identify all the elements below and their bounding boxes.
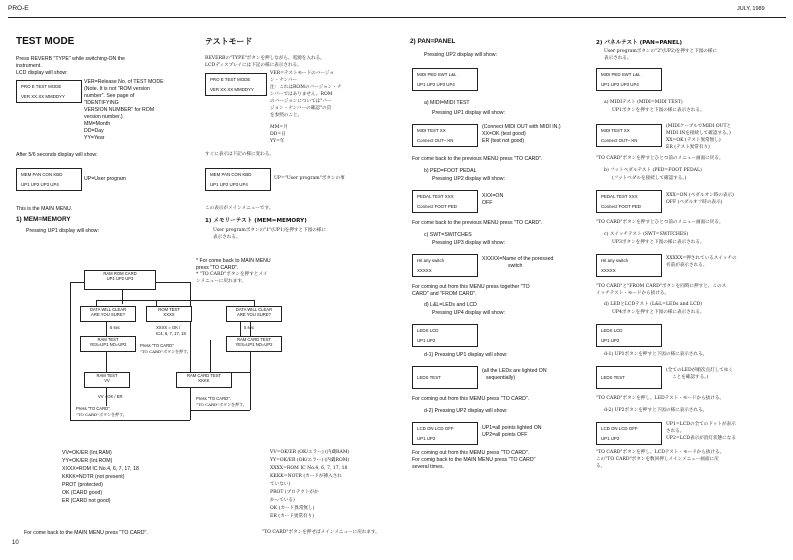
lcd-switch-jp: [596, 254, 662, 277]
flow-text: YES=UP1 NO=UP2: [89, 342, 127, 348]
lcd-line-2: XXXXX: [601, 268, 616, 273]
ped-press: Pressing UP2 display will show:: [432, 176, 505, 182]
flow-press-card-mid-en: Press "TO CARD": [140, 343, 174, 348]
lcd-line-1: MEM PAN CON KBD: [210, 172, 252, 177]
flow-text: DATA WILL CLEAR: [235, 307, 273, 312]
flow-ram-test-2: [84, 372, 130, 388]
after-5-jp: すぐに表示は下記の様に変わる。: [205, 152, 274, 157]
back-note-en-1: * For come back to MAIN MENU: [196, 258, 271, 264]
after-5-sec: After 5/6 seconds display will show:: [16, 152, 98, 158]
final-1: For comig back to the MAIN MENU press "TO CARD": [412, 457, 536, 463]
pan-heading: 2) PAN=PANEL: [410, 38, 456, 45]
lcd-line-1: MIDI PED SWT L&L: [601, 72, 641, 77]
pan-heading-jp: 2) パネルテスト (PAN=PANEL): [596, 40, 683, 46]
ped-heading-jp: b) フットペダルテスト (PED=FOOT PEDAL): [604, 168, 702, 173]
ver-note-jp-5: ジョン・ナンバーの確認"の頁: [270, 106, 332, 111]
lcd-line-1: MIDI TEST XX: [417, 128, 446, 133]
ver-note-4: VERSION NUMBER" for ROM: [84, 107, 155, 113]
midi-desc-jp-3: ER (テスト異常有り): [666, 145, 710, 150]
code-jp-6: かっている): [270, 498, 295, 503]
code-jp-5: PROT (プロテクトがか: [270, 490, 319, 495]
lcd-line-2: VER XX.XX MMDDYY: [210, 87, 254, 92]
lcd-desc-jp-1: される。: [666, 429, 685, 434]
ver-note-6: MM=Month: [84, 121, 111, 127]
ver-note-1: (Note. It is not "ROM version: [84, 86, 150, 92]
swt-back-0: For coming out from this MENU press together "TO: [412, 284, 530, 290]
ver-note-jp-7: MM=月: [270, 125, 288, 130]
ll-press-jp: UP4ボタンを押すと下図の様に表示される。: [612, 310, 705, 315]
ped-heading: b) PED=FOOT PEDAL: [424, 168, 477, 174]
midi-heading-jp: a) MIDIテスト (MIDI=MIDI TEST): [604, 100, 683, 105]
ver-note-0: VER=Release No. of TEST MODE: [84, 79, 164, 85]
lcd-line-2: UP1 UP2 UP3 UP4: [210, 182, 248, 187]
ver-note-jp-3: ンバーではありません。ROM: [270, 92, 333, 97]
flow-data-will-clear-1: [80, 306, 136, 322]
header-rule: [8, 17, 786, 18]
flow-rom-ok-2: IC4, 6, 7, 17, 18: [156, 331, 186, 336]
lcd-line-2: Connect FOOT PED: [601, 204, 641, 209]
lcd-main-menu: [16, 168, 82, 191]
flow-text: RAM ROM CARD: [103, 271, 137, 276]
flow-text: ROM TEST: [158, 307, 180, 312]
flow-press-card-left-en: Press "TO CARD".: [76, 406, 111, 411]
leds-back-jp: "TO CARD"ボタンを押し、LEDテスト・モードから抜ける。: [596, 396, 725, 401]
midi-desc-1: XX=OK (test good): [482, 131, 526, 137]
code-6: ER (CARD not good): [62, 498, 111, 504]
lcd-desc-jp-0: UP1=LCDの全てのドットが表示: [666, 422, 736, 427]
midi-press-jp: UP1ボタンを押すと下図の様に表示される。: [612, 108, 705, 113]
lcd-test-mode-jp: [205, 73, 267, 96]
final-2: several times.: [412, 464, 444, 470]
lcd-line-2: Connect OUT-->IN: [417, 138, 454, 143]
ped-desc-1: OFF: [482, 200, 493, 206]
pan-press-jp-1: 表示される。: [604, 56, 632, 61]
ll-heading-jp: d) LEDとLCDテスト (L&L=LEDs and LCD): [604, 302, 703, 307]
d1-press-jp: d-1) UP1ボタンを押すと下図の様に表示される。: [604, 352, 708, 357]
ll-press: Pressing UP4 display will show:: [432, 310, 505, 316]
midi-desc-2: ER (test not good): [482, 138, 525, 144]
intro-jp-1: REVERBの"TYPE"ボタンを押しながら、電源を入れる。: [205, 56, 325, 61]
ped-desc-jp-1: OFF (ペダルオフ時の表示): [666, 200, 723, 205]
lcd-line-1: Hit any switch: [417, 258, 445, 263]
ver-note-jp-4: のバージョンについては"バー: [270, 99, 332, 104]
d1-press: d-1) Pressing UP1 display will show:: [424, 352, 508, 358]
ver-note-7: DD=Day: [84, 128, 104, 134]
flow-text: RAM TEST: [96, 373, 118, 378]
lcd-line-2: Connect OUT-->IN: [601, 138, 638, 143]
flow-rom-test: [146, 306, 192, 322]
flow-ram-card-test-2: [176, 372, 232, 388]
lcd-line-2: Connect FOOT PED: [417, 204, 457, 209]
code-jp-7: OK (カード異常無し): [270, 506, 315, 511]
lcd-line-2: XXXXX: [417, 268, 432, 273]
lcd-line-1: Hit any switch: [601, 258, 629, 263]
ver-note-jp-2: 注：これはROMのバージョン・ナ: [270, 85, 342, 90]
lcd-main-menu-jp: [205, 168, 271, 191]
ver-note-2: number". See page of: [84, 93, 135, 99]
lcd-line-1: LEDS LCD: [601, 328, 623, 333]
lcd-line-2: VER XX.XX MMDDYY: [21, 94, 65, 99]
main-menu-jp: この表示がメインメニューです。: [205, 206, 274, 211]
code-jp-2: XXXX=ROM IC No.4, 6, 7, 17, 18: [270, 466, 348, 471]
code-3: KKKK=NOTR (not present): [62, 474, 125, 480]
flow-text: KKKK: [198, 378, 210, 384]
d2-press-jp: d-2) UP2ボタンを押すと下図の様に表示される。: [604, 408, 708, 413]
lcd-line-1: PRO E TEST MODE: [21, 84, 62, 89]
lcd-line-1: MIDI TEST XX: [601, 128, 630, 133]
lcd-test-mode: [16, 80, 82, 103]
lcd-line-2: UP1 UP2: [601, 436, 620, 441]
lcd-line-2: UP1 UP2 UP3 UP4: [417, 82, 455, 87]
flow-text: ARE YOU SURE?: [237, 312, 271, 318]
lcd-line-1: PRO E TEST MODE: [210, 77, 251, 82]
flow-text: RAM CARD TEST: [236, 337, 272, 342]
lcd-line-1: LEDS LCD: [417, 328, 439, 333]
midi-desc-0: (Connect MIDI OUT with MIDI IN.): [482, 124, 561, 130]
ver-note-5: version number.): [84, 114, 123, 120]
ver-note-3: "IDENTIFYING: [84, 100, 119, 106]
midi-desc-jp-2: XX=OK (テスト異常無し): [666, 138, 721, 143]
lcd-line-1: MIDI PED SWT L&L: [417, 72, 457, 77]
lcd-line-1: LEDS TEST: [417, 375, 441, 380]
header-right: JULY, 1989: [737, 6, 765, 12]
intro-line-2: instrument.: [16, 63, 42, 69]
lcd-desc-1: UP2=all points OFF: [482, 432, 528, 438]
footer-back-en: For come back to the MAIN MENU press "TO CARD".: [24, 530, 148, 536]
leds-desc-1: sequentially): [486, 375, 516, 381]
lcd-switch: [412, 254, 478, 277]
midi-desc-jp-0: (MIDIケーブルでMIDI OUTと: [666, 124, 732, 129]
lcd-desc-jp-2: UP2=LCD表示が消灯状態になる: [666, 436, 736, 441]
final-jp-2: る。: [596, 464, 606, 469]
final-jp-1: この"TO CARD"ボタンを数回押しメインメニュー画面に戻: [596, 457, 719, 462]
lcd-midi: [412, 124, 478, 147]
swt-desc-jp-0: XXXXX=押されているスイッチの: [666, 256, 737, 261]
lcd-line-2: UP1 UP2 UP3 UP4: [21, 182, 59, 187]
ped-desc-0: XXX=ON: [482, 193, 504, 199]
ped-back: For come back to the previous MENU press "TO CARD".: [412, 220, 543, 226]
code-0: VV=OK/ER (Int.RAM): [62, 450, 112, 456]
flow-text: ARE YOU SURE?: [91, 312, 125, 318]
lcd-line-1: MEM PAN CON KBD: [21, 172, 63, 177]
lcd-lcd-on-off-jp: [596, 422, 662, 445]
ped-back-jp: "TO CARD"ボタンを押すとひとつ前のメニュー画面に戻る。: [596, 220, 724, 225]
leds-desc-jp-0: (全てのLEDが順次点灯してゆく: [666, 368, 734, 373]
ver-note-jp-0: VER=テストモードのバージョ: [270, 71, 334, 76]
flow-press-card-left-jp: "TO CARD"ボタンを押す。: [76, 412, 127, 417]
mem-heading: 1) MEM=MEMORY: [16, 216, 71, 223]
lcd-line-1: LEDS TEST: [601, 375, 625, 380]
back-note-jp-1: * "TO CARD"ボタンを押すとメイ: [196, 272, 268, 277]
lcd-line-1: PEDAL TEST XXX: [601, 194, 638, 199]
ped-press-jp: (フットペダルを接続して確認する。): [612, 176, 687, 181]
swt-back-jp-1: イッチテスト・モードから抜ける。: [596, 291, 670, 296]
code-1: YY=OK/ER (Int.ROM): [62, 458, 113, 464]
leds-desc-0: (all the LEDs are lighted ON: [482, 368, 547, 374]
lcd-leds-test-jp: [596, 366, 662, 389]
ll-heading: d) L&L=LEDs and LCD: [424, 302, 477, 308]
lcd-leds-lcd-jp: [596, 324, 662, 347]
code-jp-1: YY=OK/ER (OK/エラー) (内蔵ROM): [270, 458, 350, 463]
lcd-leds-lcd: [412, 324, 478, 347]
flow-text: VV: [104, 378, 110, 384]
swt-heading: c) SWT=SWITCHES: [424, 232, 472, 238]
ver-note-jp-8: DD=日: [270, 132, 286, 137]
flow-text: RAM TEST: [97, 337, 119, 342]
flow-ram-test-1: [80, 336, 136, 352]
lcd-line-2: UP1 UP2 UP3 UP4: [601, 82, 639, 87]
flow-5sec-2: 5 sec: [244, 325, 255, 330]
lcd-line-1: LCD ON LCD OFF: [601, 426, 638, 431]
main-menu-text: This is the MAIN MENU.: [16, 206, 73, 212]
flow-press-card-mid-jp: "TO CARD"ボタンを押す。: [140, 349, 191, 354]
flow-5sec-1: 5 sec: [110, 325, 121, 330]
lcd-line-2: UP1 UP2: [601, 338, 620, 343]
midi-back: For come back to the previous MENU press "TO CARD".: [412, 156, 543, 162]
midi-heading: a) MIDI=MIDI TEST: [424, 100, 470, 106]
lcd-pan-jp: [596, 68, 662, 91]
mem-heading-jp: 1) メモリーテスト (MEM=MEMORY): [205, 218, 307, 224]
ver-note-jp-9: YY=年: [270, 139, 285, 144]
code-4: PROT (protected): [62, 482, 103, 488]
swt-desc-jp-1: 名前が表示される。: [666, 263, 708, 268]
ver-note-jp-6: を参照のこと。: [270, 113, 303, 118]
flow-text: YES=UP1 NO=UP2: [235, 342, 273, 348]
lcd-line-1: PEDAL TEST XXX: [417, 194, 454, 199]
lcd-line-1: LCD ON LCD OFF: [417, 426, 454, 431]
leds-back: For coming out from this MEMU press "TO CARD".: [412, 396, 530, 402]
intro-line-3: LCD display will show:: [16, 70, 68, 76]
swt-desc-1: switch: [508, 263, 523, 269]
flow-text: DATA WILL CLEAR: [89, 307, 127, 312]
up-program-jp: UP="User program"ボタンの事: [274, 176, 345, 181]
mem-press-jp-2: 表示される。: [213, 235, 241, 240]
flow-press-card-right-jp: "TO CARD"ボタンを押す。: [196, 402, 247, 407]
test-mode-title-jp: テストモード: [205, 37, 253, 46]
code-5: OK (CARD good): [62, 490, 103, 496]
test-mode-title: TEST MODE: [16, 36, 75, 47]
flow-text: XXXX: [163, 312, 175, 318]
flow-text: UP1 UP2 UP3: [106, 276, 134, 282]
lcd-line-2: UP1 UP2: [417, 338, 436, 343]
lcd-lcd-on-off: [412, 422, 478, 445]
back-note-en-2: press "TO CARD".: [196, 265, 239, 271]
flow-vv: VV =OK / ER: [98, 394, 123, 399]
back-note-jp-2: ンメニューに戻れます。: [196, 279, 247, 284]
d2-press: d-2) Pressing UP2 display will show:: [424, 408, 508, 414]
ver-note-jp-1: ン・ナンバー: [270, 78, 298, 83]
lcd-pan: [412, 68, 478, 91]
page-number: 10: [12, 540, 19, 546]
footer-back-jp: "TO CARD"ボタンを押せばメインメニューに戻れます。: [262, 530, 380, 535]
flow-press-card-right-en: Press "TO CARD".: [196, 396, 231, 401]
lcd-desc-0: UP1=all points lighted ON: [482, 425, 542, 431]
midi-press: Pressing UP1 display will show:: [432, 110, 505, 116]
flow-ram-rom-card: [84, 270, 156, 290]
flow-data-will-clear-2: [226, 306, 282, 322]
lcd-pedal-jp: [596, 190, 662, 213]
mem-press-jp-1: User programボタンの"1"(UP1)を押すと下図の様に: [213, 228, 327, 233]
pan-press-jp-0: User programボタンの"2"(UP2)を押すと下図の様に: [604, 49, 718, 54]
swt-press-jp: UP3ボタンを押すと下図の様に表示される。: [612, 240, 705, 245]
code-jp-3: KKKK=NOTR (カードが挿入され: [270, 474, 342, 479]
midi-desc-jp-1: MIDI INを接続して確認する。): [666, 131, 731, 136]
lcd-midi-jp: [596, 124, 662, 147]
code-2: XXXX=ROM IC No.4, 6, 7, 17, 18: [62, 466, 139, 472]
lcd-line-2: UP1 UP2: [417, 436, 436, 441]
midi-back-jp: "TO CARD"ボタンを押すとひとつ前のメニュー画面に戻る。: [596, 156, 724, 161]
lcd-leds-test: [412, 366, 478, 389]
mem-press: Pressing UP1 display will show:: [26, 228, 99, 234]
leds-desc-jp-1: ことを確認する。): [672, 375, 709, 380]
intro-jp-2: LCDディスプレイには下記の様に表示される。: [205, 63, 302, 68]
swt-back-jp-0: "TO CARD"と"FROM CARD"ボタンを同時に押すと、このス: [596, 284, 727, 289]
final-0: For coming out from this MEMU press "TO CARD".: [412, 450, 530, 456]
lcd-pedal: [412, 190, 478, 213]
up-program: UP=User program: [84, 176, 126, 182]
ver-note-8: YY=Year: [84, 135, 105, 141]
flow-rom-ok-1: XXXX = OK /: [156, 325, 181, 330]
code-jp-8: ER (カード異常有り): [270, 514, 315, 519]
flow-text: RAM CARD TEST: [186, 373, 222, 378]
intro-line-1: Press REVERB "TYPE" while switching-ON the: [16, 56, 125, 62]
flow-ram-card-test-1: [226, 336, 282, 352]
pan-press: Pressing UP2 display will show:: [424, 52, 497, 58]
code-jp-4: ていない): [270, 482, 291, 487]
swt-heading-jp: c) スイッチテスト (SWT=SWITCHES): [604, 232, 689, 237]
swt-desc-0: XXXXX=Name of the poressed: [482, 256, 554, 262]
ped-desc-jp-0: XXX=ON (ペダルオン時の表示): [666, 193, 734, 198]
swt-back-1: CARD" and "FROM CARD".: [412, 291, 477, 297]
code-jp-0: VV=OK/ER (OK/エラー) (内蔵RAM): [270, 450, 350, 455]
final-jp-0: "TO CARD"ボタンを押し、LCDテスト・モードから抜ける。: [596, 450, 725, 455]
header-left: PRO-E: [8, 5, 29, 12]
swt-press: Pressing UP3 display will show:: [432, 240, 505, 246]
